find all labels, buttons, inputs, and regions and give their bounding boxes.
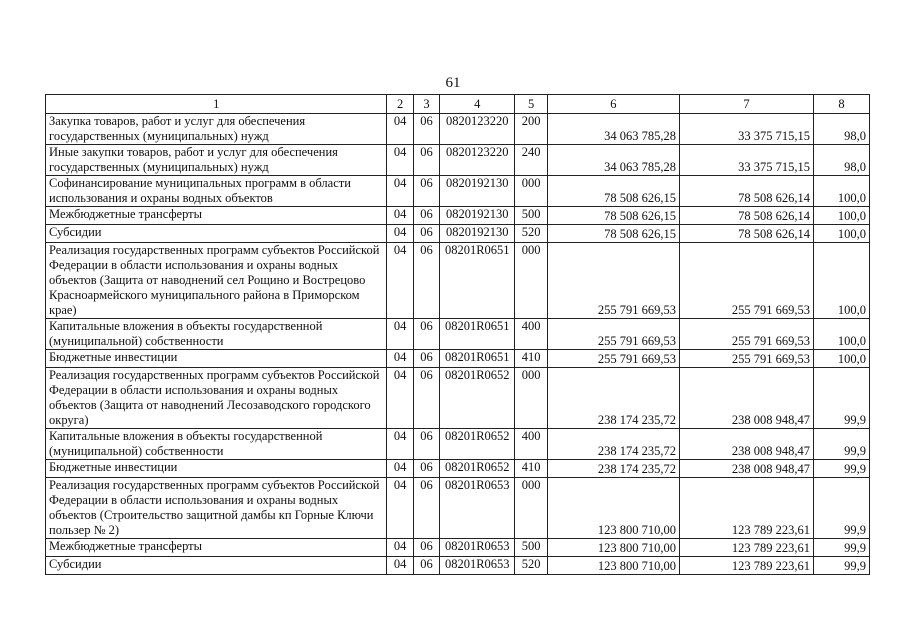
planned-amount: 123 800 710,00 — [547, 539, 679, 557]
execution-percent: 98,0 — [814, 145, 870, 176]
executed-amount: 238 008 948,47 — [679, 429, 813, 460]
target-article-code: 0820192130 — [440, 207, 515, 225]
planned-amount: 123 800 710,00 — [547, 557, 679, 575]
table-row — [46, 460, 870, 478]
table-row — [46, 350, 870, 368]
section-code: 04 — [387, 557, 413, 575]
subsection-code: 06 — [413, 225, 439, 243]
target-article-code: 08201R0652 — [440, 368, 515, 429]
expense-type-code: 200 — [515, 114, 548, 145]
target-article-code: 08201R0653 — [440, 539, 515, 557]
target-article-code: 08201R0651 — [440, 319, 515, 350]
executed-amount: 255 791 669,53 — [679, 350, 813, 368]
expense-type-code: 520 — [515, 225, 548, 243]
expense-item-name: Субсидии — [46, 225, 387, 243]
target-article-code: 08201R0653 — [440, 557, 515, 575]
target-article-code: 08201R0652 — [440, 460, 515, 478]
column-header: 2 — [387, 95, 413, 114]
section-code: 04 — [387, 460, 413, 478]
section-code: 04 — [387, 368, 413, 429]
table-row — [46, 319, 870, 350]
table-row — [46, 478, 870, 539]
expense-type-code: 000 — [515, 243, 548, 319]
table-row — [46, 145, 870, 176]
planned-amount: 78 508 626,15 — [547, 225, 679, 243]
expense-type-code: 240 — [515, 145, 548, 176]
section-code: 04 — [387, 319, 413, 350]
expense-type-code: 500 — [515, 539, 548, 557]
target-article-code: 0820123220 — [440, 114, 515, 145]
executed-amount: 238 008 948,47 — [679, 460, 813, 478]
column-header: 5 — [515, 95, 548, 114]
execution-percent: 100,0 — [814, 176, 870, 207]
subsection-code: 06 — [413, 243, 439, 319]
expense-type-code: 400 — [515, 429, 548, 460]
execution-percent: 99,9 — [814, 539, 870, 557]
table-row — [46, 539, 870, 557]
table-row — [46, 243, 870, 319]
expense-item-name: Межбюджетные трансферты — [46, 539, 387, 557]
section-code: 04 — [387, 350, 413, 368]
target-article-code: 0820192130 — [440, 225, 515, 243]
expense-item-name: Бюджетные инвестиции — [46, 350, 387, 368]
planned-amount: 255 791 669,53 — [547, 350, 679, 368]
expense-item-name: Субсидии — [46, 557, 387, 575]
executed-amount: 78 508 626,14 — [679, 176, 813, 207]
table-row — [46, 368, 870, 429]
execution-percent: 100,0 — [814, 350, 870, 368]
column-header: 6 — [547, 95, 679, 114]
executed-amount: 123 789 223,61 — [679, 557, 813, 575]
column-header: 8 — [814, 95, 870, 114]
expense-item-name: Капитальные вложения в объекты государственной (муниципальной) собственности — [46, 429, 387, 460]
executed-amount: 255 791 669,53 — [679, 243, 813, 319]
section-code: 04 — [387, 478, 413, 539]
planned-amount: 78 508 626,15 — [547, 207, 679, 225]
executed-amount: 33 375 715,15 — [679, 114, 813, 145]
expense-type-code: 000 — [515, 478, 548, 539]
expense-item-name: Иные закупки товаров, работ и услуг для обеспечения государственных (муниципальных) нужд — [46, 145, 387, 176]
subsection-code: 06 — [413, 557, 439, 575]
expense-item-name: Бюджетные инвестиции — [46, 460, 387, 478]
executed-amount: 123 789 223,61 — [679, 539, 813, 557]
executed-amount: 238 008 948,47 — [679, 368, 813, 429]
execution-percent: 100,0 — [814, 225, 870, 243]
column-header: 7 — [679, 95, 813, 114]
table-row — [46, 557, 870, 575]
expense-item-name: Межбюджетные трансферты — [46, 207, 387, 225]
table-row — [46, 429, 870, 460]
subsection-code: 06 — [413, 207, 439, 225]
execution-percent: 99,9 — [814, 460, 870, 478]
section-code: 04 — [387, 225, 413, 243]
column-header: 4 — [440, 95, 515, 114]
table-row — [46, 176, 870, 207]
expense-type-code: 000 — [515, 368, 548, 429]
table-row — [46, 207, 870, 225]
target-article-code: 08201R0651 — [440, 243, 515, 319]
subsection-code: 06 — [413, 460, 439, 478]
page-number: 61 — [445, 75, 461, 91]
execution-percent: 99,9 — [814, 478, 870, 539]
section-code: 04 — [387, 539, 413, 557]
table-row — [46, 114, 870, 145]
expense-item-name: Реализация государственных программ субъектов Российской Федерации в области использования и охраны водных объектов (Защита от наводнений Лесозаводского городского округа) — [46, 368, 387, 429]
section-code: 04 — [387, 207, 413, 225]
execution-percent: 100,0 — [814, 319, 870, 350]
planned-amount: 238 174 235,72 — [547, 460, 679, 478]
target-article-code: 0820123220 — [440, 145, 515, 176]
expense-type-code: 520 — [515, 557, 548, 575]
section-code: 04 — [387, 176, 413, 207]
subsection-code: 06 — [413, 319, 439, 350]
planned-amount: 78 508 626,15 — [547, 176, 679, 207]
expense-type-code: 000 — [515, 176, 548, 207]
expense-item-name: Закупка товаров, работ и услуг для обеспечения государственных (муниципальных) нужд — [46, 114, 387, 145]
execution-percent: 100,0 — [814, 243, 870, 319]
section-code: 04 — [387, 114, 413, 145]
budget-table — [45, 94, 870, 575]
execution-percent: 99,9 — [814, 368, 870, 429]
executed-amount: 123 789 223,61 — [679, 478, 813, 539]
execution-percent: 98,0 — [814, 114, 870, 145]
subsection-code: 06 — [413, 539, 439, 557]
target-article-code: 08201R0651 — [440, 350, 515, 368]
planned-amount: 238 174 235,72 — [547, 429, 679, 460]
table-row — [46, 225, 870, 243]
column-number-row — [46, 95, 870, 114]
executed-amount: 78 508 626,14 — [679, 207, 813, 225]
expense-item-name: Софинансирование муниципальных программ в области использования и охраны водных объектов — [46, 176, 387, 207]
execution-percent: 99,9 — [814, 429, 870, 460]
subsection-code: 06 — [413, 368, 439, 429]
execution-percent: 100,0 — [814, 207, 870, 225]
expense-item-name: Реализация государственных программ субъектов Российской Федерации в области использования и охраны водных объектов (Защита от наводнений сел Рощино и Вострецово Красноармейского муниципального района в Приморском крае) — [46, 243, 387, 319]
column-header: 1 — [46, 95, 387, 114]
planned-amount: 34 063 785,28 — [547, 114, 679, 145]
planned-amount: 238 174 235,72 — [547, 368, 679, 429]
expense-type-code: 500 — [515, 207, 548, 225]
expense-type-code: 410 — [515, 350, 548, 368]
target-article-code: 08201R0653 — [440, 478, 515, 539]
expense-item-name: Капитальные вложения в объекты государственной (муниципальной) собственности — [46, 319, 387, 350]
column-header: 3 — [413, 95, 439, 114]
target-article-code: 0820192130 — [440, 176, 515, 207]
executed-amount: 255 791 669,53 — [679, 319, 813, 350]
expense-type-code: 410 — [515, 460, 548, 478]
planned-amount: 34 063 785,28 — [547, 145, 679, 176]
subsection-code: 06 — [413, 145, 439, 176]
subsection-code: 06 — [413, 176, 439, 207]
subsection-code: 06 — [413, 350, 439, 368]
subsection-code: 06 — [413, 114, 439, 145]
expense-type-code: 400 — [515, 319, 548, 350]
executed-amount: 33 375 715,15 — [679, 145, 813, 176]
executed-amount: 78 508 626,14 — [679, 225, 813, 243]
execution-percent: 99,9 — [814, 557, 870, 575]
expense-item-name: Реализация государственных программ субъектов Российской Федерации в области использования и охраны водных объектов (Строительство защитной дамбы кп Горные Ключи пользер № 2) — [46, 478, 387, 539]
section-code: 04 — [387, 243, 413, 319]
target-article-code: 08201R0652 — [440, 429, 515, 460]
subsection-code: 06 — [413, 478, 439, 539]
section-code: 04 — [387, 429, 413, 460]
planned-amount: 255 791 669,53 — [547, 243, 679, 319]
planned-amount: 123 800 710,00 — [547, 478, 679, 539]
subsection-code: 06 — [413, 429, 439, 460]
section-code: 04 — [387, 145, 413, 176]
planned-amount: 255 791 669,53 — [547, 319, 679, 350]
